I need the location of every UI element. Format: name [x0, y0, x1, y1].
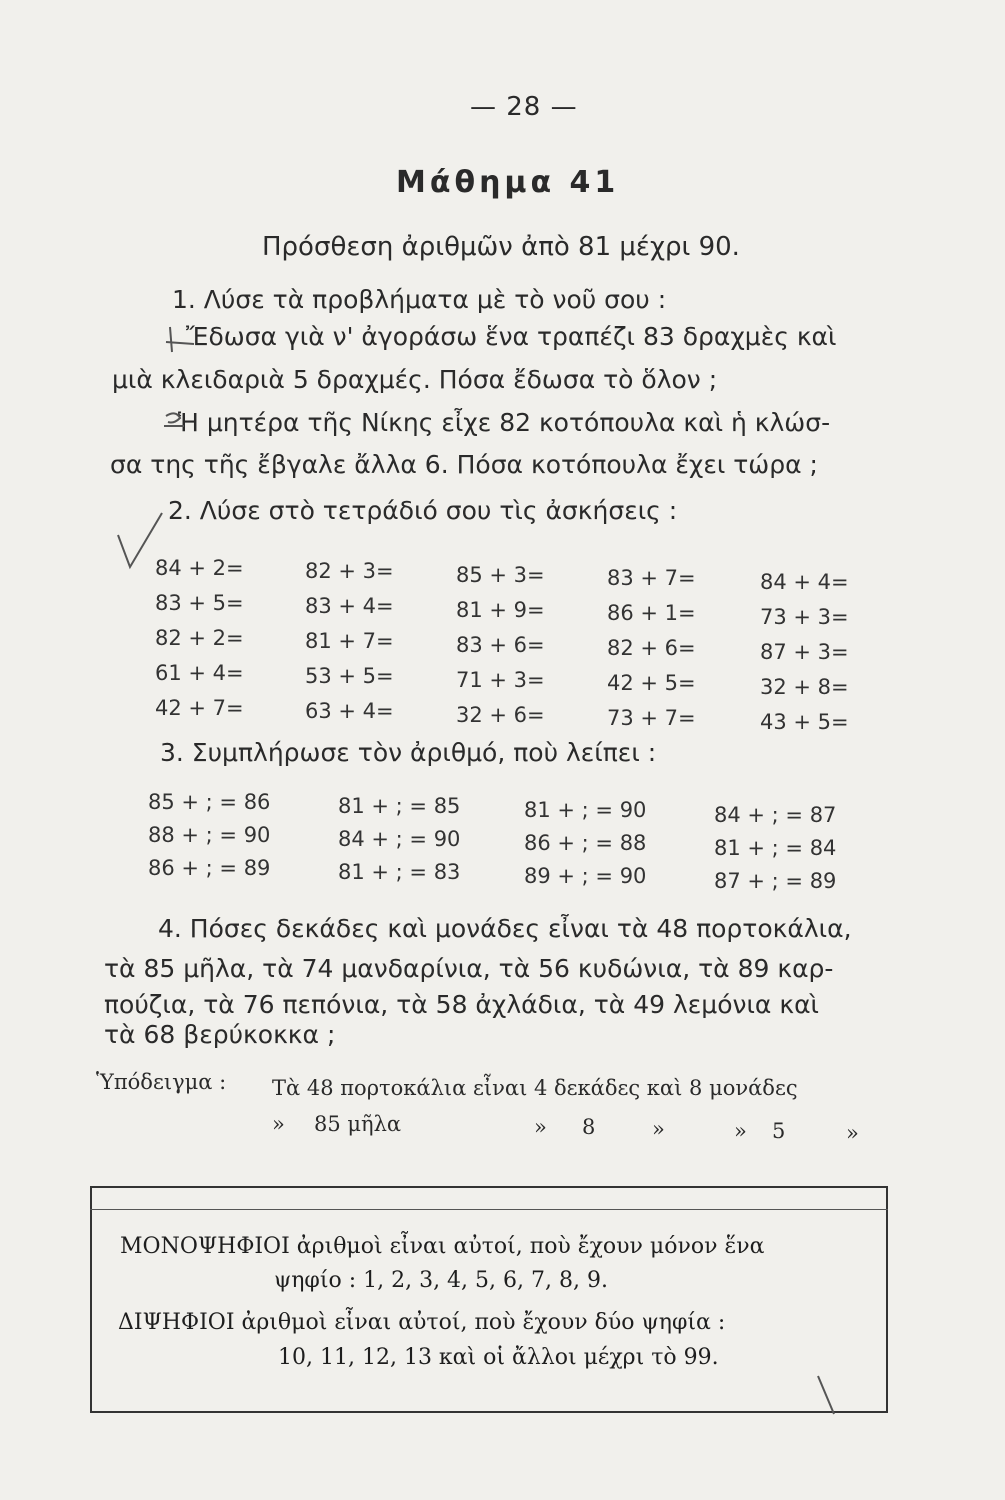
exercise-cell: 81 + 7=	[305, 629, 394, 653]
section2-heading: 2. Λύσε στὸ τετράδιό σου τὶς ἀσκήσεις :	[168, 496, 678, 525]
dipsifioi-line1: ΔΙΨΗΦΙΟΙ ἀριθμοὶ εἶναι αὐτοί, ποὺ ἔχουν δύο ψηφία :	[118, 1310, 726, 1335]
example-quote: »	[846, 1121, 859, 1145]
exercise-cell: 85 + 3=	[456, 563, 545, 587]
example-item: 85 μῆλα	[314, 1112, 402, 1136]
missing-number-cell: 86 + ; = 89	[148, 856, 271, 880]
missing-number-cell: 86 + ; = 88	[524, 831, 647, 855]
missing-number-cell: 88 + ; = 90	[148, 823, 271, 847]
exercise-cell: 42 + 7=	[155, 696, 244, 720]
missing-number-cell: 81 + ; = 83	[338, 860, 461, 884]
problem2-line1: Ἡ μητέρα τῆς Νίκης εἶχε 82 κοτόπουλα καὶ ἡ κλώσ-	[178, 408, 831, 437]
missing-number-cell: 81 + ; = 85	[338, 794, 461, 818]
exercise-cell: 32 + 8=	[760, 675, 849, 699]
exercise-cell: 63 + 4=	[305, 699, 394, 723]
exercise-cell: 61 + 4=	[155, 661, 244, 685]
section3-heading: 3. Συμπλήρωσε τὸν ἀριθμό, ποὺ λείπει :	[160, 738, 657, 767]
exercise-cell: 82 + 3=	[305, 559, 394, 583]
lesson-subtitle: Πρόσθεση ἀριθμῶν ἀπὸ 81 μέχρι 90.	[262, 232, 740, 262]
exercise-cell: 81 + 9=	[456, 598, 545, 622]
pencil-mark-icon	[812, 1372, 842, 1418]
pencil-mark-icon	[160, 408, 200, 438]
exercise-cell: 53 + 5=	[305, 664, 394, 688]
dipsifioi-line2: 10, 11, 12, 13 καὶ οἱ ἄλλοι μέχρι τὸ 99.	[278, 1345, 719, 1370]
example-quote: »	[734, 1119, 747, 1143]
exercise-cell: 83 + 4=	[305, 594, 394, 618]
missing-number-cell: 89 + ; = 90	[524, 864, 647, 888]
example-row1: Τὰ 48 πορτοκάλια εἶναι 4 δεκάδες καὶ 8 μονάδες	[272, 1076, 798, 1100]
exercise-cell: 71 + 3=	[456, 668, 545, 692]
exercise-cell: 83 + 6=	[456, 633, 545, 657]
exercise-cell: 87 + 3=	[760, 640, 849, 664]
lesson-title: Μάθημα 41	[396, 165, 620, 200]
problem1-line2: μιὰ κλειδαριὰ 5 δραχμές. Πόσα ἔδωσα τὸ ὅλον ;	[112, 365, 718, 394]
definitions-box	[90, 1186, 888, 1413]
pencil-mark-icon	[160, 322, 200, 362]
exercise-cell: 84 + 4=	[760, 570, 849, 594]
box-divider	[90, 1209, 888, 1210]
exercise-cell: 82 + 2=	[155, 626, 244, 650]
monopsifioi-line2: ψηφίο : 1, 2, 3, 4, 5, 6, 7, 8, 9.	[274, 1268, 608, 1293]
example-units: 5	[772, 1119, 786, 1143]
missing-number-cell: 84 + ; = 87	[714, 803, 837, 827]
section4-line2: τὰ 85 μῆλα, τὰ 74 μανδαρίνια, τὰ 56 κυδώνια, τὰ 89 καρ-	[104, 954, 834, 983]
problem2-line2: σα της τῆς ἔβγαλε ἄλλα 6. Πόσα κοτόπουλα ἔχει τώρα ;	[110, 450, 818, 479]
missing-number-cell: 81 + ; = 84	[714, 836, 837, 860]
exercise-cell: 73 + 7=	[607, 706, 696, 730]
problem1-line1: Ἔδωσα γιὰ ν' ἀγοράσω ἕνα τραπέζι 83 δραχμὲς καὶ	[186, 322, 837, 351]
example-quote: »	[652, 1117, 665, 1141]
example-quote: »	[534, 1115, 547, 1139]
missing-number-cell: 81 + ; = 90	[524, 798, 647, 822]
exercise-cell: 32 + 6=	[456, 703, 545, 727]
missing-number-cell: 85 + ; = 86	[148, 790, 271, 814]
exercise-cell: 83 + 5=	[155, 591, 244, 615]
exercise-cell: 42 + 5=	[607, 671, 696, 695]
page-number: — 28 —	[470, 92, 578, 122]
example-tens: 8	[582, 1115, 596, 1139]
section1-heading: 1. Λύσε τὰ προβλήματα μὲ τὸ νοῦ σου :	[172, 285, 667, 314]
exercise-cell: 84 + 2=	[155, 556, 244, 580]
exercise-cell: 43 + 5=	[760, 710, 849, 734]
section4-line3: πούζια, τὰ 76 πεπόνια, τὰ 58 ἀχλάδια, τὰ 49 λεμόνια καὶ	[104, 990, 820, 1019]
example-quote: »	[272, 1112, 285, 1136]
example-label: Ὑπόδειγμα :	[96, 1070, 227, 1094]
missing-number-cell: 84 + ; = 90	[338, 827, 461, 851]
section4-line1: 4. Πόσες δεκάδες καὶ μονάδες εἶναι τὰ 48 πορτοκάλια,	[158, 914, 852, 943]
missing-number-cell: 87 + ; = 89	[714, 869, 837, 893]
monopsifioi-line1: ΜΟΝΟΨΗΦΙΟΙ ἀριθμοὶ εἶναι αὐτοί, ποὺ ἔχουν μόνον ἕνα	[120, 1234, 765, 1259]
exercise-cell: 83 + 7=	[607, 566, 696, 590]
exercise-cell: 86 + 1=	[607, 601, 696, 625]
section4-line4: τὰ 68 βερύκοκκα ;	[104, 1020, 336, 1049]
exercise-cell: 82 + 6=	[607, 636, 696, 660]
exercise-cell: 73 + 3=	[760, 605, 849, 629]
